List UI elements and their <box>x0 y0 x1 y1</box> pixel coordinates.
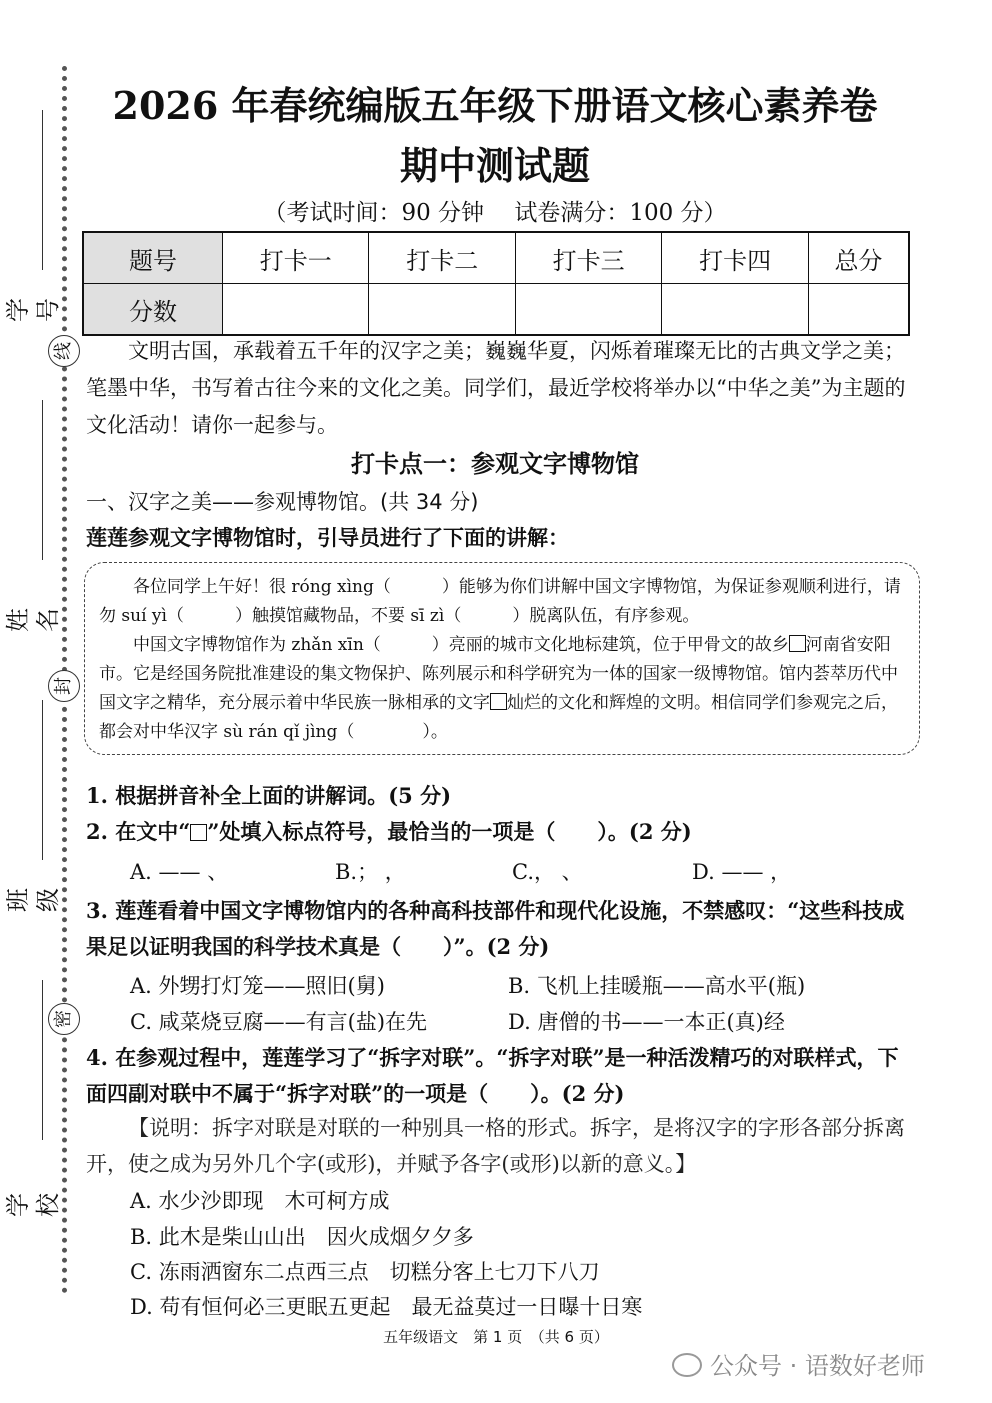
q4-option-d[interactable]: D. 苟有恒何必三更眠五更起 最无益莫过一日曝十日寒 <box>130 1295 643 1319</box>
passage-paragraph: 各位同学上午好！很 róng xìng（ ）能够为你们讲解中国文字博物馆，为保证参观顺利进行，请勿 suí yì（ ）触摸馆藏物品，不要 sī zì（ ）脱离队伍，有序参观。 <box>99 577 901 626</box>
guide-passage-box <box>84 562 920 755</box>
q3-option-d[interactable]: D. 唐僧的书——一本正(真)经 <box>508 1010 785 1034</box>
score-input-cell[interactable] <box>515 284 661 336</box>
margin-label-name: 姓 名 <box>4 608 62 632</box>
score-table-cell: 题号 <box>83 232 223 284</box>
q2-option-b[interactable]: B.； ， <box>335 860 406 884</box>
question-3: 3. 莲莲看着中国文字博物馆内的各种高科技部件和现代化设施，不禁感叹：“这些科技成果足以证明我国的科学技术真是（ ）”。(2 分) <box>86 898 905 959</box>
margin-rule <box>42 400 43 560</box>
question-1: 1. 根据拼音补全上面的讲解词。(5 分) <box>86 783 452 808</box>
score-table-cell: 打卡二 <box>369 232 515 284</box>
score-table-cell: 打卡四 <box>662 232 808 284</box>
exam-subtitle: 期中测试题 <box>399 143 590 188</box>
wechat-icon <box>672 1353 702 1377</box>
score-input-cell[interactable] <box>662 284 808 336</box>
watermark: 公众号 · 语数好老师 <box>672 1346 925 1381</box>
exam-info: （考试时间：90 分钟 试卷满分：100 分） <box>263 200 727 226</box>
q2-option-c[interactable]: C.， 、 <box>512 860 583 884</box>
punctuation-blank[interactable] <box>789 635 806 652</box>
section-title: 打卡点一：参观文字博物馆 <box>351 450 639 478</box>
margin-label-class: 班 级 <box>4 888 62 912</box>
margin-rule <box>42 110 43 270</box>
exam-title: 2026 年春统编版五年级下册语文核心素养卷 <box>112 83 878 128</box>
q3-option-c[interactable]: C. 咸菜烧豆腐——有言(盐)在先 <box>130 1010 428 1034</box>
score-input-cell[interactable] <box>808 284 909 336</box>
part-lead: 莲莲参观文字博物馆时，引导员进行了下面的讲解： <box>86 526 569 550</box>
question-4: 4. 在参观过程中，莲莲学习了“拆字对联”。“拆字对联”是一种活泼精巧的对联样式，下面四副对联中不属于“拆字对联”的一项是（ ）。(2 分) <box>86 1045 899 1106</box>
q3-option-a[interactable]: A. 外甥打灯笼——照旧(舅) <box>130 974 385 998</box>
score-input-cell[interactable] <box>369 284 515 336</box>
punctuation-blank[interactable] <box>490 693 507 710</box>
margin-rule <box>42 980 43 1140</box>
intro-paragraph: 文明古国，承载着五千年的汉字之美；巍巍华夏，闪烁着璀璨无比的古典文学之美；笔墨中华，书写着古往今来的文化之美。同学们，最近学校将举办以“中华之美”为主题的文化活动！请你一起参与。 <box>86 339 906 437</box>
question-2: 2. 在文中“ ”处填入标点符号，最恰当的一项是（ ）。(2 分) <box>86 819 692 844</box>
score-table <box>82 231 910 336</box>
part-heading: 一、汉字之美——参观博物馆。(共 34 分) <box>86 490 479 514</box>
page-footer: 五年级语文 第 1 页 （共 6 页） <box>383 1328 609 1346</box>
margin-rule <box>42 700 43 860</box>
q2-option-d[interactable]: D. —— ， <box>692 860 792 884</box>
q4-option-a[interactable]: A. 水少沙即现 木可柯方成 <box>130 1189 390 1213</box>
margin-label-school: 学 校 <box>4 1193 62 1217</box>
seal-line: 线 <box>48 335 80 367</box>
q4-option-c[interactable]: C. 冻雨洒窗东二点西三点 切糕分客上七刀下八刀 <box>130 1260 600 1284</box>
score-input-cell[interactable] <box>223 284 369 336</box>
score-table-cell: 打卡一 <box>223 232 369 284</box>
score-table-score-row <box>83 284 909 336</box>
margin-label-student-id: 学 号 <box>4 298 62 322</box>
score-table-cell: 打卡三 <box>515 232 661 284</box>
q2-option-a[interactable]: A. —— 、 <box>130 860 229 884</box>
q4-option-b[interactable]: B. 此木是柴山山出 因火成烟夕夕多 <box>130 1225 474 1249</box>
seal-secret: 密 <box>48 1003 80 1035</box>
score-table-header-row <box>83 232 909 284</box>
q3-option-b[interactable]: B. 飞机上挂暖瓶——高水平(瓶) <box>508 974 806 998</box>
score-table-cell: 分数 <box>83 284 223 336</box>
passage-paragraph: 中国文字博物馆作为 zhǎn xīn（ ）亮丽的城市文化地标建筑，位于甲骨文的故乡 河南省安阳市。它是经国务院批准建设的集文物保护、陈列展示和科学研究为一体的国家一级博物馆。馆内荟萃历代中国文字之精华，充分展示着中华民族一脉相承的文字 灿烂的文化和辉煌的文明。相信同学们参观完之后，都会对中华汉字 sù rán qǐ jìng（ ）。 <box>99 635 898 742</box>
q4-note: 【说明：拆字对联是对联的一种别具一格的形式。拆字，是将汉字的字形各部分拆离开，使之成为另外几个字(或形)，并赋予各字(或形)以新的意义。】 <box>86 1116 905 1176</box>
seal-seal: 封 <box>48 670 80 702</box>
score-table-cell: 总分 <box>808 232 909 284</box>
punctuation-box-icon <box>190 824 207 841</box>
